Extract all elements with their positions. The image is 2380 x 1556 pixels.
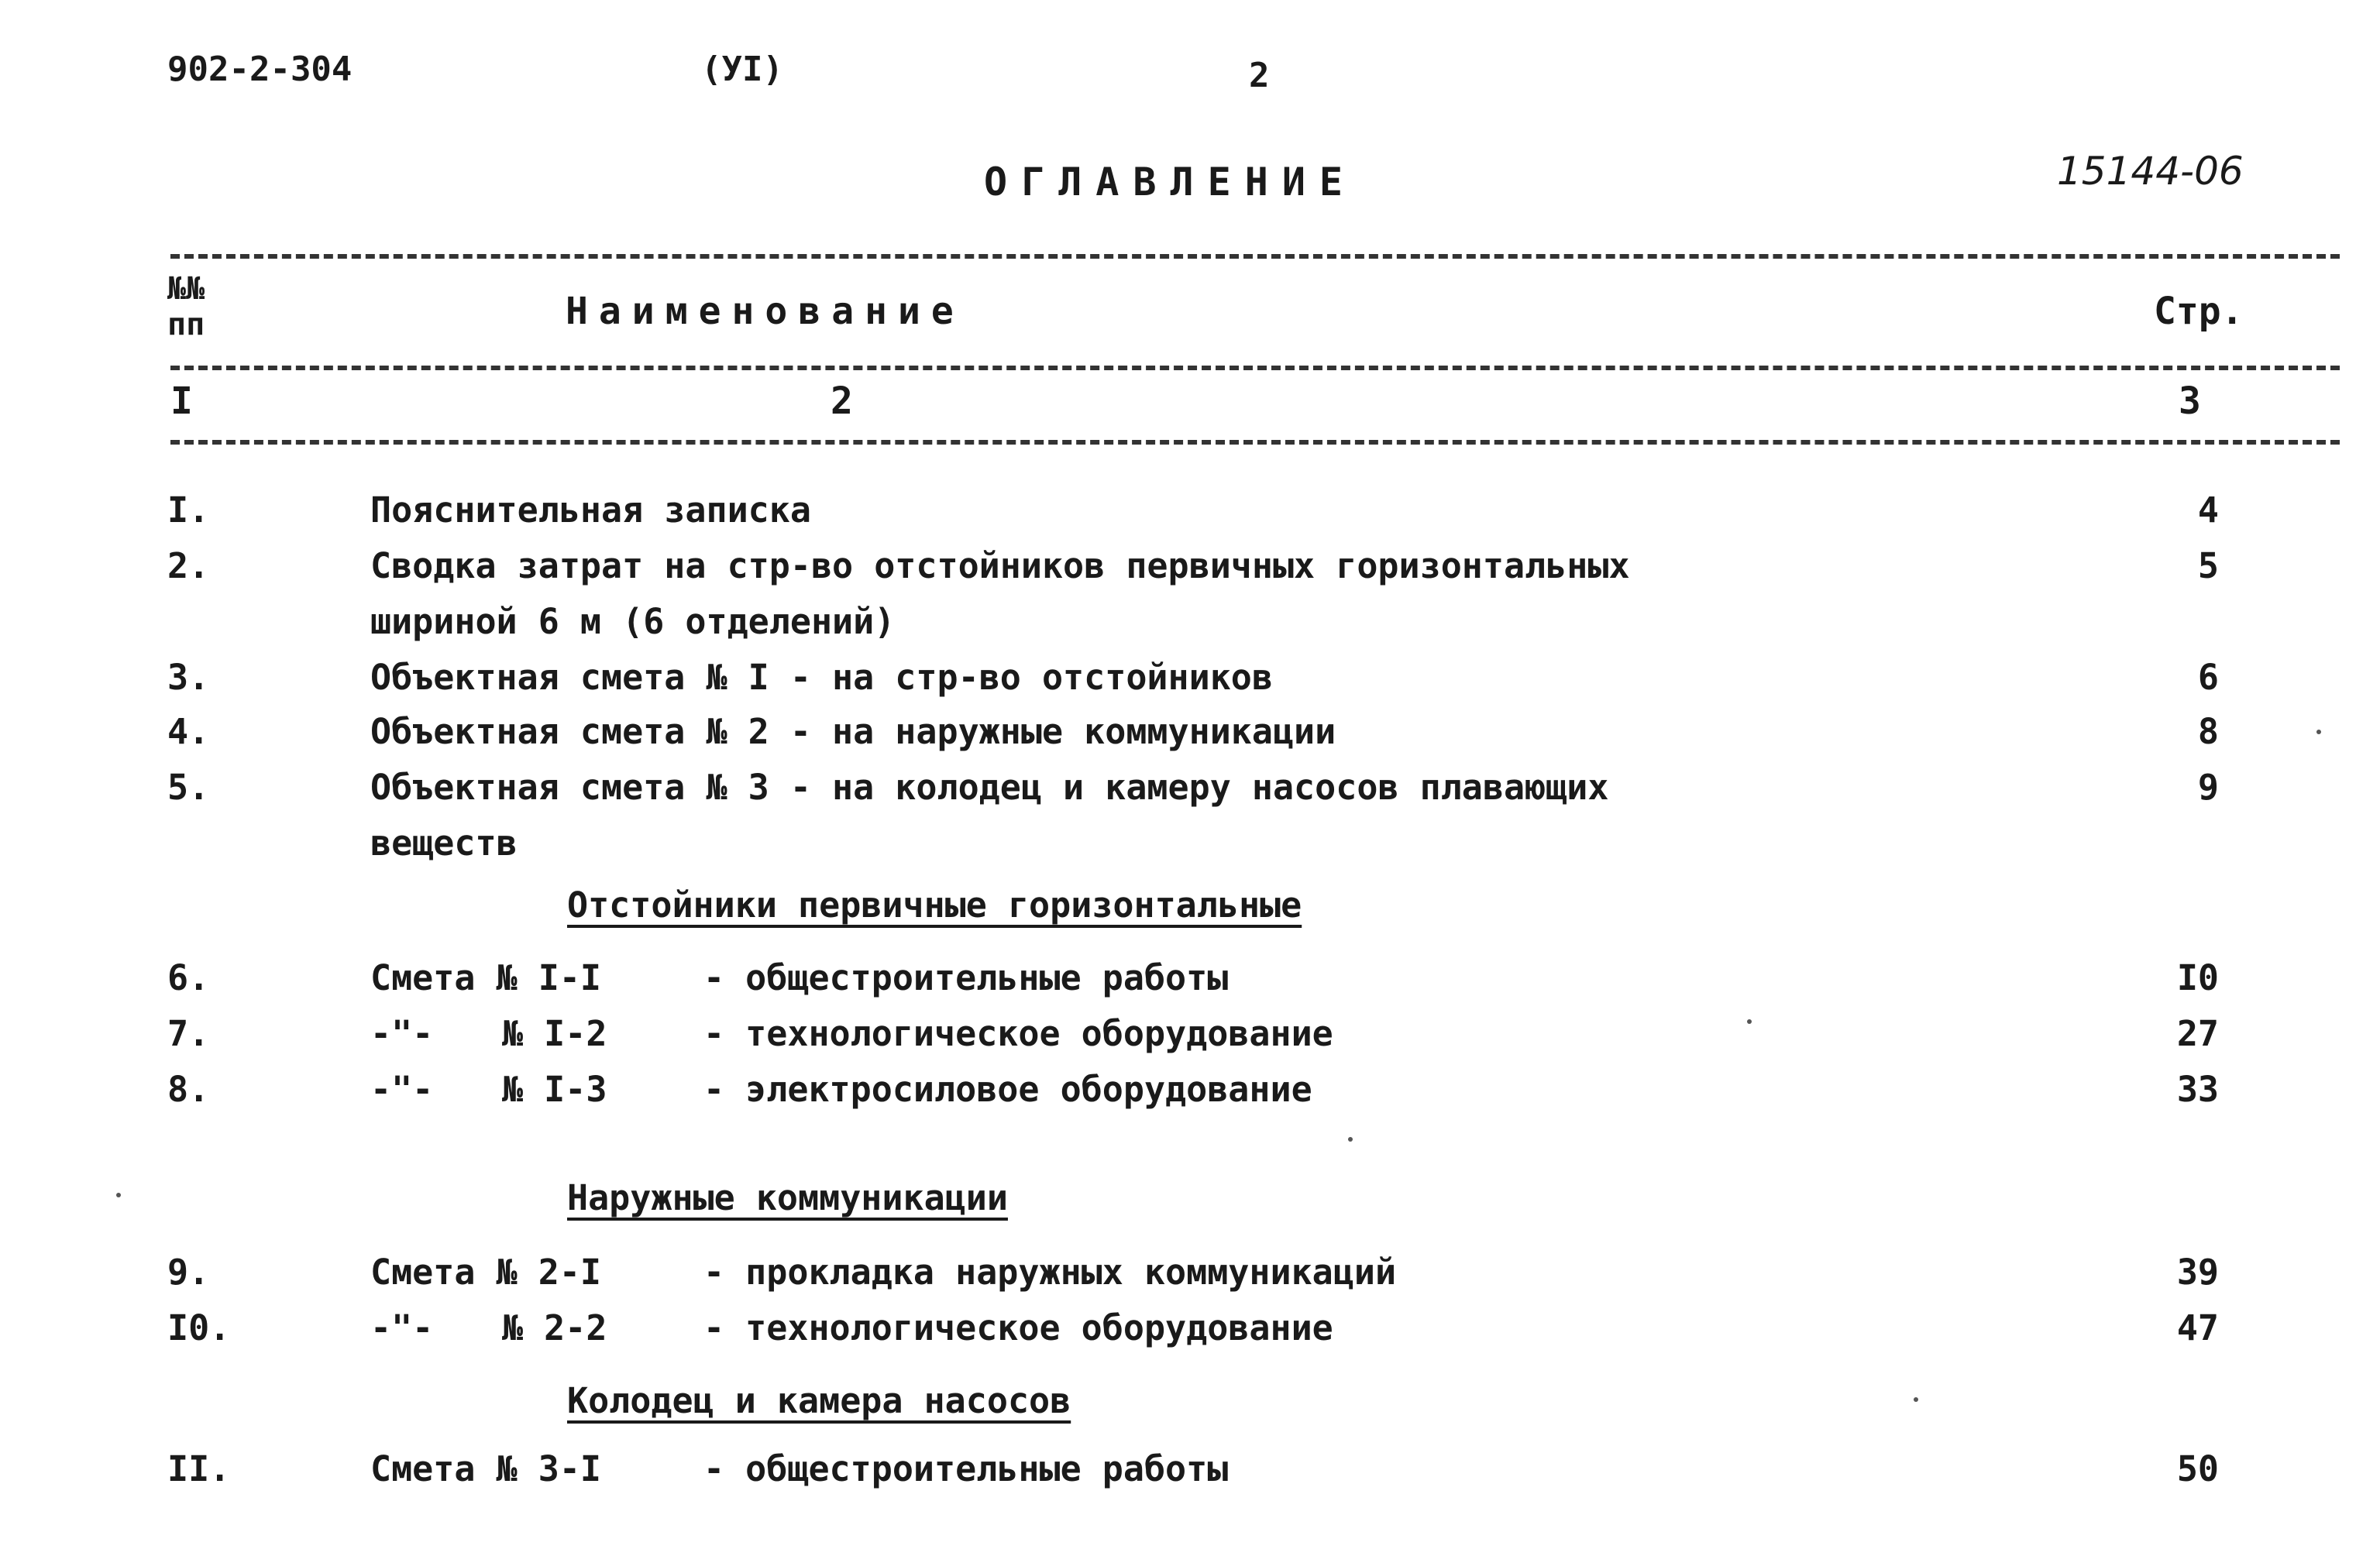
toc-entry: [0, 657, 2380, 711]
entry-name: [370, 1448, 1228, 1489]
toc-entry: [0, 545, 2380, 599]
entry-page: 4: [2197, 489, 2219, 531]
ditto-mark: -"-: [370, 1069, 434, 1110]
estimate-subject: - общестроительные работы: [703, 1448, 1229, 1489]
scan-speck: [1348, 1137, 1353, 1142]
column-index-1: I: [170, 380, 193, 423]
scan-speck: [2316, 730, 2321, 734]
entry-page: 27: [2176, 1013, 2219, 1054]
rule-index-bottom: [170, 440, 2340, 445]
ditto-mark: -"-: [370, 1013, 434, 1054]
entry-name: Объектная смета № 2 - на наружные коммуникации: [370, 711, 1336, 752]
scan-speck: [116, 1193, 121, 1197]
entry-number: II.: [167, 1448, 231, 1489]
entry-name: [370, 957, 1228, 998]
archive-number: 15144-06: [2057, 149, 2244, 194]
estimate-ref: Смета № I-I: [370, 957, 602, 998]
estimate-ref: № 2-2: [502, 1307, 607, 1348]
toc-entry: [0, 767, 2380, 821]
entry-name: Объектная смета № I - на стр-во отстойников: [370, 657, 1273, 698]
column-head-page: Стр.: [2154, 290, 2244, 333]
entry-page: 47: [2176, 1307, 2219, 1348]
entry-number: 5.: [167, 767, 210, 808]
entry-page: I0: [2176, 957, 2219, 998]
toc-entry: [0, 957, 2380, 1012]
entry-name: Сводка затрат на стр-во отстойников первичных горизонтальных: [370, 545, 1630, 586]
entry-number: 3.: [167, 657, 210, 698]
entry-page: 33: [2176, 1069, 2219, 1110]
scan-speck: [1747, 1019, 1752, 1024]
entry-page: 9: [2197, 767, 2219, 808]
toc-entry: [0, 711, 2380, 765]
estimate-ref: № I-3: [502, 1069, 607, 1110]
toc-entry: [0, 1448, 2380, 1503]
entry-number: 9.: [167, 1252, 210, 1293]
estimate-subject: - электросиловое оборудование: [703, 1069, 1312, 1110]
rule-top: [170, 254, 2340, 259]
column-index-3: 3: [2179, 380, 2201, 423]
column-head-number: №№ пп: [167, 271, 205, 342]
entry-name: веществ: [370, 823, 518, 864]
entry-name: шириной 6 м (6 отделений): [370, 601, 896, 642]
estimate-subject: - прокладка наружных коммуникаций: [703, 1252, 1397, 1293]
toc-entry: [0, 1013, 2380, 1067]
toc-entry: [0, 1252, 2380, 1306]
rule-header-bottom: [170, 366, 2340, 370]
entry-page: 50: [2176, 1448, 2219, 1489]
estimate-ref: Смета № 2-I: [370, 1252, 602, 1293]
toc-entry: [0, 489, 2380, 544]
entry-page: 5: [2197, 545, 2219, 586]
entry-name: Пояснительная записка: [370, 489, 811, 531]
column-head-name: Наименование: [566, 290, 965, 333]
estimate-subject: - общестроительные работы: [703, 957, 1229, 998]
toc-entry-continuation: [0, 823, 2380, 877]
section-title: Отстойники первичные горизонтальные: [567, 884, 1302, 926]
page-title: ОГЛАВЛЕНИЕ: [984, 160, 1357, 204]
entry-page: 6: [2197, 657, 2219, 698]
entry-name: Объектная смета № 3 - на колодец и камеру насосов плавающих: [370, 767, 1609, 808]
section-title: Колодец и камера насосов: [567, 1380, 1071, 1421]
entry-number: 7.: [167, 1013, 210, 1054]
entry-number: 2.: [167, 545, 210, 586]
entry-name: [370, 1013, 1333, 1054]
entry-page: 8: [2197, 711, 2219, 752]
document-code: 902-2-304: [167, 50, 353, 89]
entry-number: 8.: [167, 1069, 210, 1110]
entry-number: 4.: [167, 711, 210, 752]
entry-number: 6.: [167, 957, 210, 998]
toc-entry: [0, 1069, 2380, 1123]
ditto-mark: -"-: [370, 1307, 434, 1348]
page-number: 2: [1249, 56, 1270, 95]
estimate-ref: Смета № 3-I: [370, 1448, 602, 1489]
entry-name: [370, 1069, 1312, 1110]
entry-name: [370, 1307, 1333, 1348]
toc-entry-continuation: [0, 601, 2380, 655]
entry-number: I0.: [167, 1307, 231, 1348]
toc-entry: [0, 1307, 2380, 1362]
entry-number: I.: [167, 489, 210, 531]
entry-name: [370, 1252, 1396, 1293]
estimate-subject: - технологическое оборудование: [703, 1013, 1333, 1054]
section-title: Наружные коммуникации: [567, 1177, 1008, 1218]
estimate-ref: № I-2: [502, 1013, 607, 1054]
volume-label: (УI): [701, 50, 783, 89]
estimate-subject: - технологическое оборудование: [703, 1307, 1333, 1348]
entry-page: 39: [2176, 1252, 2219, 1293]
column-index-2: 2: [831, 380, 853, 423]
scan-speck: [1914, 1397, 1918, 1402]
